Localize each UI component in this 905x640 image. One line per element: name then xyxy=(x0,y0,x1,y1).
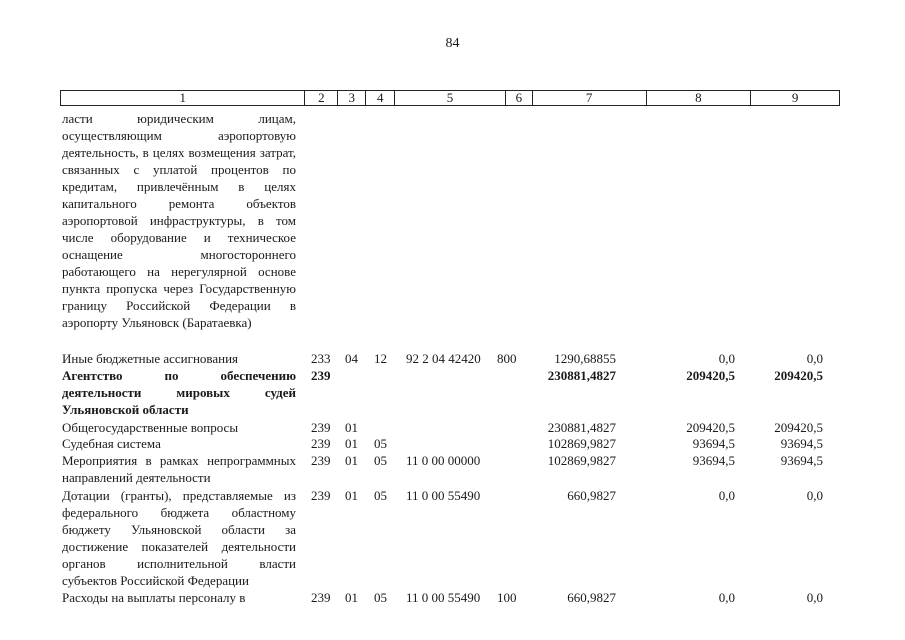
row-col-3: 04 xyxy=(345,351,358,366)
row-description: Расходы на выплаты персоналу в xyxy=(62,590,246,605)
header-col-5: 5 xyxy=(394,91,505,105)
row-col-3: 01 xyxy=(345,488,358,503)
row-col-8: 209420,5 xyxy=(686,368,735,383)
row-col-6: 100 xyxy=(497,590,517,605)
header-col-1: 1 xyxy=(179,90,186,105)
row-col-9: 93694,5 xyxy=(780,436,823,451)
row-col-2: 233 xyxy=(311,351,331,366)
header-col-7: 7 xyxy=(532,91,646,105)
row-description: ласти юридическим лицам, осуществляющим аэропортовую деятельность, в целях возмещения затрат, связанных с уплатой процентов по кредитам, привлечённым в целях капитального ремонта объектов аэропортовой инфраструктуры, в том числе оборудование и техническое оснащение многостороннего работающего на нерегулярной основе пункта пропуска через Государственную границу Российской Федерации в аэропорту Ульяновск (Баратаевка) xyxy=(62,111,296,330)
row-col-4: 12 xyxy=(374,351,387,366)
row-col-5: 92 2 04 42420 xyxy=(406,351,481,366)
row-col-2: 239 xyxy=(311,420,331,435)
row-col-9: 209420,5 xyxy=(774,420,823,435)
row-col-7: 660,9827 xyxy=(567,590,616,605)
row-col-7: 102869,9827 xyxy=(547,436,616,451)
header-col-2: 2 xyxy=(304,91,337,105)
row-col-9: 93694,5 xyxy=(780,453,823,468)
row-col-4: 05 xyxy=(374,488,387,503)
row-col-8: 0,0 xyxy=(718,590,735,605)
row-description: Иные бюджетные ассигнования xyxy=(62,351,239,366)
row-col-2: 239 xyxy=(311,488,331,503)
header-col-3: 3 xyxy=(337,91,365,105)
row-col-3: 01 xyxy=(345,436,358,451)
row-description: Общегосударственные вопросы xyxy=(62,420,239,435)
row-description: Дотации (гранты), представляемые из федерального бюджета областному бюджету Ульяновской области за достижение показателей деятельности органов исполнительной власти субъектов Российской Федерации xyxy=(62,488,296,588)
row-col-9: 0,0 xyxy=(806,590,823,605)
row-col-8: 93694,5 xyxy=(692,436,735,451)
row-col-3: 01 xyxy=(345,453,358,468)
row-col-2: 239 xyxy=(311,436,331,451)
row-col-9: 0,0 xyxy=(806,488,823,503)
row-col-5: 11 0 00 00000 xyxy=(406,453,481,468)
header-col-4: 4 xyxy=(365,91,394,105)
row-col-8: 209420,5 xyxy=(686,420,735,435)
row-description: Судебная система xyxy=(62,436,161,451)
header-col-8: 8 xyxy=(646,91,751,105)
row-col-2: 239 xyxy=(311,453,331,468)
row-col-9: 209420,5 xyxy=(774,368,823,383)
row-col-7: 230881,4827 xyxy=(547,420,616,435)
row-col-8: 93694,5 xyxy=(692,453,735,468)
row-description: Агентство по обеспечению деятельности мировых судей Ульяновской области xyxy=(62,368,296,417)
row-col-9: 0,0 xyxy=(806,351,823,366)
row-col-7: 230881,4827 xyxy=(547,368,616,383)
row-col-7: 1290,68855 xyxy=(554,351,616,366)
row-col-8: 0,0 xyxy=(718,488,735,503)
header-col-9: 9 xyxy=(750,91,839,105)
page-number: 84 xyxy=(445,36,460,51)
row-col-4: 05 xyxy=(374,436,387,451)
row-col-7: 660,9827 xyxy=(567,488,616,503)
row-col-3: 01 xyxy=(345,590,358,605)
row-col-6: 800 xyxy=(497,351,517,366)
row-col-3: 01 xyxy=(345,420,358,435)
row-col-4: 05 xyxy=(374,453,387,468)
row-col-5: 11 0 00 55490 xyxy=(406,488,481,503)
row-col-7: 102869,9827 xyxy=(547,453,616,468)
table-header xyxy=(60,90,840,106)
header-col-6: 6 xyxy=(505,91,532,105)
row-col-2: 239 xyxy=(311,590,331,605)
row-col-2: 239 xyxy=(311,368,331,383)
row-description: Мероприятия в рамках непрограммных направлений деятельности xyxy=(62,453,296,485)
row-col-8: 0,0 xyxy=(718,351,735,366)
row-col-4: 05 xyxy=(374,590,387,605)
row-col-5: 11 0 00 55490 xyxy=(406,590,481,605)
